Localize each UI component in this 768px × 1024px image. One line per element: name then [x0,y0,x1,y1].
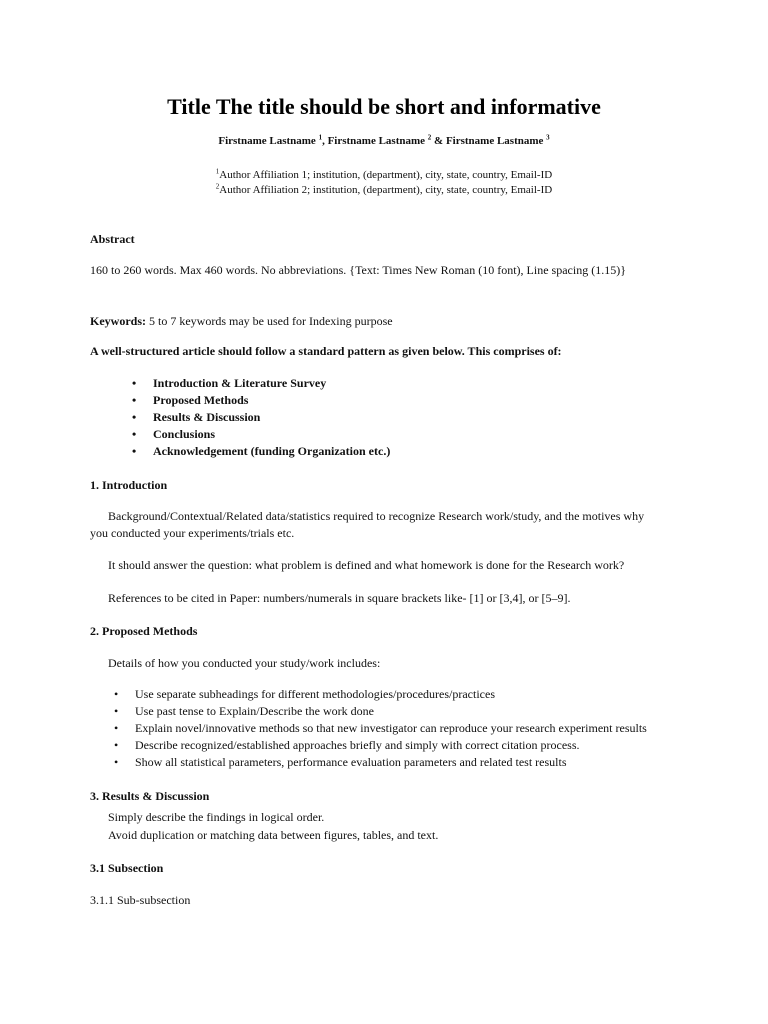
affiliation-1-sup: 1 [215,167,220,176]
list-item-label: Describe recognized/established approaches briefly and simply with correct citation process. [135,738,580,752]
list-item [114,686,647,703]
structure-intro: A well-structured article should follow a standard pattern as given below. This comprises of: [90,344,562,358]
keywords-line [90,313,393,330]
bullet-icon: • [132,410,137,424]
introduction-p2: It should answer the question: what problem is defined and what homework is done for the Research work? [108,558,625,572]
list-item [114,703,647,720]
author-1-sup: 1 [318,133,323,142]
abstract-heading: Abstract [90,232,135,246]
methods-heading: 2. Proposed Methods [90,624,198,638]
affiliation-2-text: Author Affiliation 2; institution, (department), city, state, country, Email-ID [219,184,553,196]
bullet-icon: • [132,376,137,390]
list-item [132,392,390,409]
introduction-heading: 1. Introduction [90,478,168,492]
author-list [0,133,768,149]
author-1: Firstname Lastname [218,135,319,147]
bullet-icon: • [132,393,137,407]
list-item-label: Explain novel/innovative methods so that new investigator can reproduce your research experiment results [135,721,647,735]
affiliation-1-text: Author Affiliation 1; institution, (department), city, state, country, Email-ID [219,169,553,181]
list-item-label: Acknowledgement (funding Organization etc.) [153,444,391,458]
list-item [114,720,647,737]
list-item-label: Show all statistical parameters, performance evaluation parameters and related test results [135,755,567,769]
keywords-label: Keywords: [90,314,146,328]
bullet-icon: • [114,738,119,752]
author-2-sup: 2 [427,133,432,142]
paper-title: Title The title should be short and informative [167,94,601,119]
subsection-heading: 3.1 Subsection [90,861,164,875]
methods-list [114,686,647,771]
list-item-label: Use past tense to Explain/Describe the work done [135,704,374,718]
list-item-label: Proposed Methods [153,393,249,407]
methods-intro: Details of how you conducted your study/work includes: [108,656,381,670]
affiliation-1 [0,168,768,183]
bullet-icon: • [132,427,137,441]
bullet-icon: • [114,704,119,718]
list-item-label: Use separate subheadings for different methodologies/procedures/practices [135,687,495,701]
bullet-icon: • [114,755,119,769]
introduction-p3: References to be cited in Paper: numbers/numerals in square brackets like- [1] or [3,4], or [5–9]. [108,591,571,605]
introduction-p1-line1: Background/Contextual/Related data/statistics required to recognize Research work/study, and the motives why [108,509,645,523]
list-item [132,443,391,460]
results-line-1: Simply describe the findings in logical order. [108,810,325,824]
results-heading: 3. Results & Discussion [90,789,210,803]
list-item [132,426,390,443]
author-3-sup: 3 [546,133,550,142]
keywords-text: 5 to 7 keywords may be used for Indexing purpose [146,314,393,328]
list-item [114,737,647,754]
sub-subsection-heading: 3.1.1 Sub-subsection [90,893,191,907]
list-item [114,754,647,771]
author-3: & Firstname Lastname [431,135,547,147]
bullet-icon: • [132,444,137,458]
affiliation-2 [0,183,768,198]
introduction-p1-line2: you conducted your experiments/trials etc. [90,526,295,540]
list-item-label: Results & Discussion [153,410,261,424]
bullet-icon: • [114,687,119,701]
bullet-icon: • [114,721,119,735]
structure-list [132,375,391,460]
affiliation-2-sup: 2 [215,182,220,191]
list-item-label: Introduction & Literature Survey [153,376,327,390]
abstract-text: 160 to 260 words. Max 460 words. No abbreviations. {Text: Times New Roman (10 font), Line spacing (1.15)} [90,263,626,277]
list-item [132,409,390,426]
results-line-2: Avoid duplication or matching data between figures, tables, and text. [108,828,439,842]
author-2: , Firstname Lastname [322,135,428,147]
list-item [132,375,390,392]
list-item-label: Conclusions [153,427,216,441]
